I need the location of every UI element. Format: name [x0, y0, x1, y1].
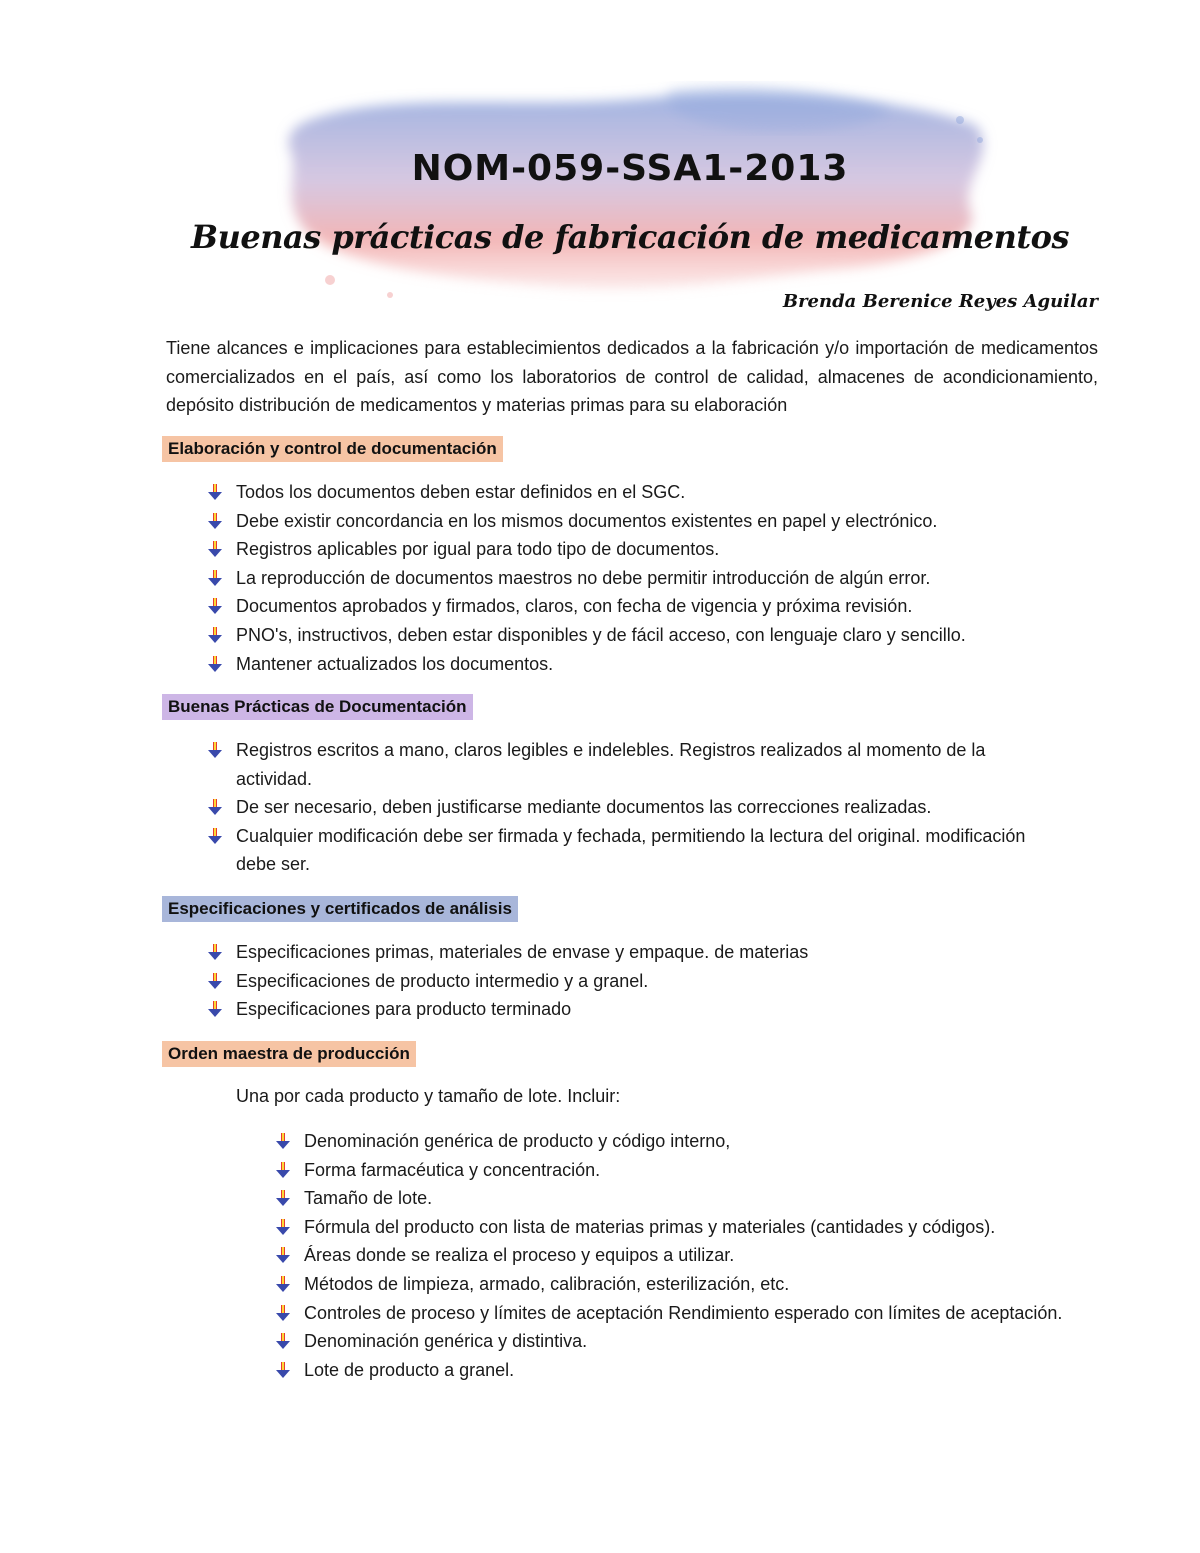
down-arrow-bullet-icon [274, 1132, 292, 1150]
list-item: Fórmula del producto con lista de materias primas y materiales (cantidades y códigos). [274, 1213, 1074, 1242]
down-arrow-bullet-icon [206, 569, 224, 587]
list-item: Mantener actualizados los documentos. [206, 650, 1086, 679]
list-item: Especificaciones para producto terminado [206, 995, 1086, 1024]
doc-control-list [206, 478, 1086, 678]
list-item: Áreas donde se realiza el proceso y equipos a utilizar. [274, 1241, 1074, 1270]
master-order-intro: Una por cada producto y tamaño de lote. Incluir: [236, 1086, 621, 1106]
down-arrow-bullet-icon [274, 1189, 292, 1207]
section-heading-specs: Especificaciones y certificados de análisis [162, 896, 518, 922]
list-item: Documentos aprobados y firmados, claros, con fecha de vigencia y próxima revisión. [206, 592, 1086, 621]
list-item: De ser necesario, deben justificarse mediante documentos las correcciones realizadas. [206, 793, 1066, 822]
list-item: La reproducción de documentos maestros no debe permitir introducción de algún error. [206, 564, 1086, 593]
document-subtitle: Buenas prácticas de fabricación de medicamentos [191, 218, 1069, 256]
list-item: Cualquier modificación debe ser firmada y fechada, permitiendo la lectura del original. modificación debe ser. [206, 822, 1066, 879]
list-item: Registros aplicables por igual para todo tipo de documentos. [206, 535, 1086, 564]
down-arrow-bullet-icon [274, 1361, 292, 1379]
down-arrow-bullet-icon [206, 540, 224, 558]
list-item: Controles de proceso y límites de aceptación Rendimiento esperado con límites de aceptación. [274, 1299, 1074, 1328]
down-arrow-bullet-icon [274, 1304, 292, 1322]
list-item: Especificaciones primas, materiales de envase y empaque. de materias [206, 938, 1086, 967]
author-name: Brenda Berenice Reyes Aguilar [782, 291, 1098, 312]
section-heading-master-order: Orden maestra de producción [162, 1041, 416, 1067]
down-arrow-bullet-icon [274, 1161, 292, 1179]
specs-list [206, 938, 1086, 1024]
list-item: Tamaño de lote. [274, 1184, 1074, 1213]
down-arrow-bullet-icon [206, 597, 224, 615]
down-arrow-bullet-icon [206, 827, 224, 845]
document-title: NOM-059-SSA1-2013 [411, 148, 849, 189]
section-heading-good-practices: Buenas Prácticas de Documentación [162, 694, 473, 720]
down-arrow-bullet-icon [206, 972, 224, 990]
down-arrow-bullet-icon [206, 798, 224, 816]
list-item: Registros escritos a mano, claros legibles e indelebles. Registros realizados al momento de la actividad. [206, 736, 1066, 793]
list-item: Métodos de limpieza, armado, calibración, esterilización, etc. [274, 1270, 1074, 1299]
list-item: Denominación genérica y distintiva. [274, 1327, 1074, 1356]
list-item: Debe existir concordancia en los mismos documentos existentes en papel y electrónico. [206, 507, 1086, 536]
intro-paragraph: Tiene alcances e implicaciones para establecimientos dedicados a la fabricación y/o importación de medicamentos comercializados en el país, así como los laboratorios de control de calidad, almacenes de acondicionamiento, depósito distribución de medicamentos y materias primas para su elaboración [166, 338, 1098, 415]
down-arrow-bullet-icon [206, 512, 224, 530]
down-arrow-bullet-icon [206, 1000, 224, 1018]
list-item: Especificaciones de producto intermedio y a granel. [206, 967, 1086, 996]
down-arrow-bullet-icon [274, 1275, 292, 1293]
down-arrow-bullet-icon [274, 1218, 292, 1236]
list-item: PNO's, instructivos, deben estar disponibles y de fácil acceso, con lenguaje claro y sencillo. [206, 621, 1086, 650]
down-arrow-bullet-icon [206, 943, 224, 961]
down-arrow-bullet-icon [206, 741, 224, 759]
list-item: Todos los documentos deben estar definidos en el SGC. [206, 478, 1086, 507]
section-heading-doc-control: Elaboración y control de documentación [162, 436, 503, 462]
down-arrow-bullet-icon [274, 1332, 292, 1350]
master-order-list [274, 1127, 1074, 1384]
good-practices-list [206, 736, 1066, 879]
down-arrow-bullet-icon [206, 483, 224, 501]
down-arrow-bullet-icon [206, 626, 224, 644]
down-arrow-bullet-icon [206, 655, 224, 673]
list-item: Lote de producto a granel. [274, 1356, 1074, 1385]
watercolor-splash [270, 80, 1010, 310]
down-arrow-bullet-icon [274, 1246, 292, 1264]
list-item: Denominación genérica de producto y código interno, [274, 1127, 1074, 1156]
list-item: Forma farmacéutica y concentración. [274, 1156, 1074, 1185]
